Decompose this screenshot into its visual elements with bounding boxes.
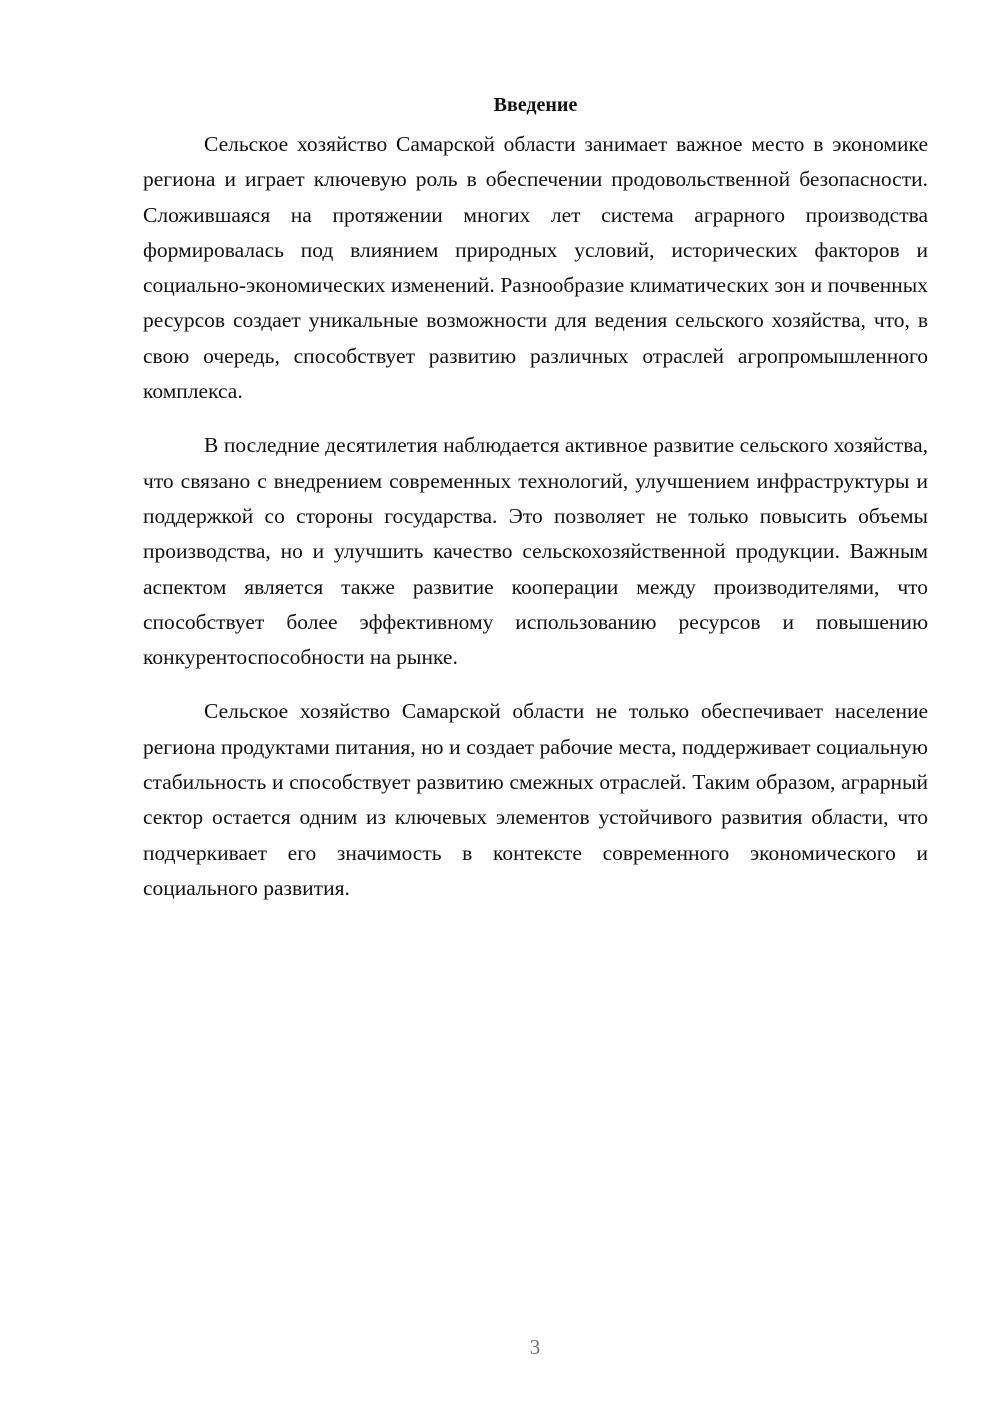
section-title: Введение <box>493 94 578 116</box>
paragraph-2: В последние десятилетия наблюдается активное развитие сельского хозяйства, что связано с внедрением современных технологий, улучшением инфраструктуры и поддержкой со стороны государства. Это позволяет не только повысить объемы производства, но и улучшить качество сельскохозяйственной продукции. Важным аспектом является также развитие кооперации между производителями, что способствует более эффективному использованию ресурсов и повышению конкурентоспособности на рынке. <box>143 433 928 670</box>
page-number: 3 <box>529 1335 541 1359</box>
paragraph-1: Сельское хозяйство Самарской области занимает важное место в экономике региона и играет ключевую роль в обеспечении продовольственной безопасности. Сложившаяся на протяжении многих лет система аграрного производства формировалась под влиянием природных условий, исторических факторов и социально-экономических изменений. Разнообразие климатических зон и почвенных ресурсов создает уникальные возможности для ведения сельского хозяйства, что, в свою очередь, способствует развитию различных отраслей агропромышленного комплекса. <box>143 132 928 404</box>
paragraph-3: Сельское хозяйство Самарской области не только обеспечивает население региона продуктами питания, но и создает рабочие места, поддерживает социальную стабильность и способствует развитию смежных отраслей. Таким образом, аграрный сектор остается одним из ключевых элементов устойчивого развития области, что подчеркивает его значимость в контексте современного экономического и социального развития. <box>143 699 928 900</box>
page-content <box>143 90 928 925</box>
